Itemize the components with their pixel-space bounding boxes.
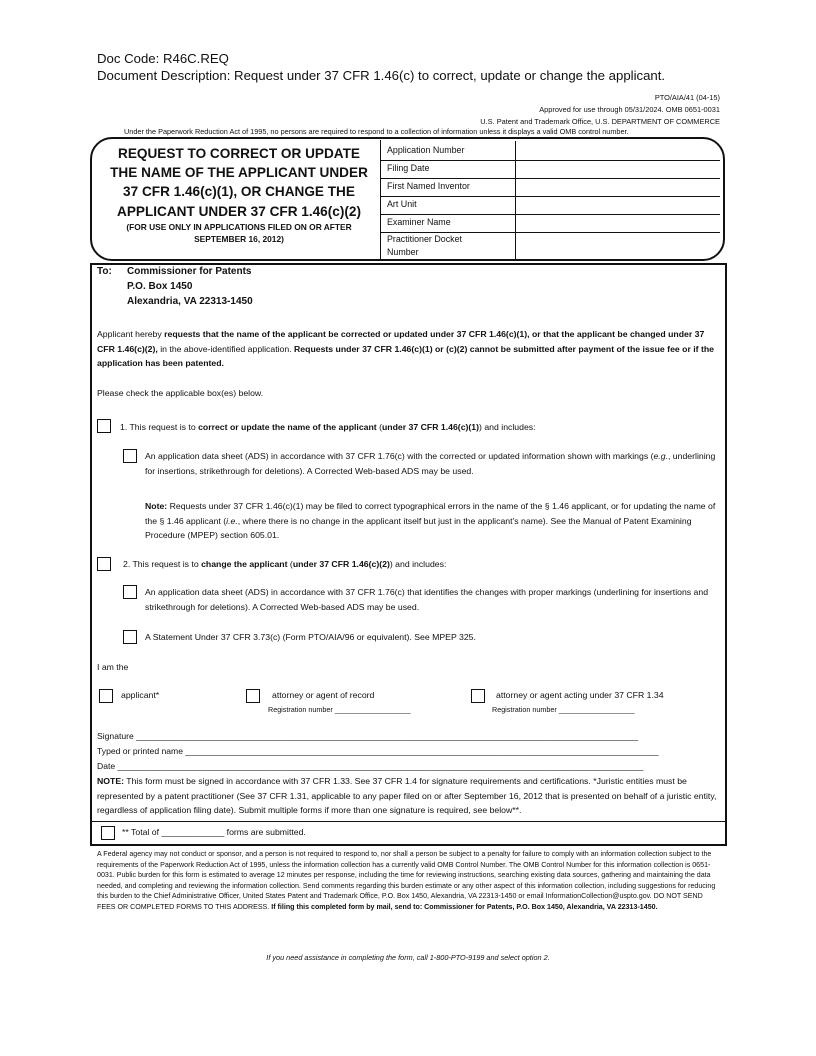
item1-bold: correct or update the name of the applicant	[198, 422, 377, 432]
form-title	[104, 144, 374, 221]
form-number: PTO/AIA/41 (04-15)	[654, 93, 720, 102]
item2-text	[123, 557, 446, 572]
item2-pre: 2. This request is to	[123, 559, 202, 569]
first-named-inventor-field[interactable]	[517, 179, 717, 195]
ads-eg: e.g.	[653, 451, 668, 461]
examiner-name-label: Examiner Name	[387, 217, 451, 227]
ads-text: An application data sheet (ADS) in accordance with 37 CFR 1.76(c) with the corrected or updated information shown with markings (	[145, 451, 654, 461]
note-text: Requests under 37 CFR 1.46(c)(1) may be filed to correct typographical errors in the name of the § 1.46 applicant, or for updating the name of the § 1.46 applicant (	[145, 501, 716, 526]
item1-bold2: under 37 CFR 1.46(c)(1)	[382, 422, 480, 432]
i-am-label: I am the	[97, 662, 129, 672]
item1-text	[120, 420, 536, 435]
note-text: This form must be signed in accordance with 37 CFR 1.33. See 37 CFR 1.4 for signature requirements and certifications. *Juristic entities must be represented by a patent practitioner (See 37 CFR 1.31, applicable to any paper filed on or after September 16, 2012 that is presented on behalf of a juristic entity, regardless of application filing date). Submit multiple forms if more than one signature is required, see below**.	[97, 776, 717, 815]
intro-bold: requests that the name of the applicant be corrected or updated under 37 CFR 1.46(c)(1), or that the applicant be changed under 37 CFR 1.46(c)(2),	[97, 329, 705, 354]
signature-note	[97, 774, 721, 818]
item1-ads-text	[145, 449, 720, 478]
filing-date-label: Filing Date	[387, 163, 430, 173]
applicant-label: applicant*	[121, 690, 160, 700]
attorney-record-checkbox[interactable]	[246, 689, 260, 703]
field-divider	[380, 140, 381, 260]
subtitle-line-2: SEPTEMBER 16, 2012)	[194, 233, 284, 244]
subtitle-line-1: (FOR USE ONLY IN APPLICATIONS FILED ON OR AFTER	[126, 222, 352, 232]
address-line-3: Alexandria, VA 22313-1450	[127, 296, 253, 307]
item2-post: ) and includes:	[389, 559, 447, 569]
art-unit-label: Art Unit	[387, 199, 417, 209]
title-line-4: APPLICANT UNDER 37 CFR 1.46(c)(2)	[117, 203, 361, 219]
agency-line: U.S. Patent and Trademark Office, U.S. DEPARTMENT OF COMMERCE	[480, 117, 720, 126]
art-unit-field[interactable]	[517, 197, 717, 213]
item2-mid: (	[287, 559, 293, 569]
application-number-field[interactable]	[517, 143, 717, 159]
item1-ads-checkbox[interactable]	[123, 449, 137, 463]
registration-number-1[interactable]: Registration number ___________________	[268, 705, 411, 714]
address-line-2: P.O. Box 1450	[127, 281, 193, 292]
item2-ads-checkbox[interactable]	[123, 585, 137, 599]
signature-line[interactable]: Signature _________________________________________________________________________________________________________	[97, 731, 639, 741]
doc-description: Document Description: Request under 37 CFR 1.46(c) to correct, update or change the applicant.	[97, 68, 666, 83]
date-line[interactable]: Date ______________________________________________________________________________________________________________	[97, 761, 644, 771]
burden-mail-address: If filing this completed form by mail, send to: Commissioner for Patents, P.O. Box 1450, Alexandria, VA 22313-1450.	[271, 902, 658, 911]
title-line-2: THE NAME OF THE APPLICANT UNDER	[110, 165, 368, 181]
item1-post: ) and includes:	[479, 422, 536, 432]
docket-label-line-2: Number	[387, 246, 419, 257]
item2-bold: change the applicant	[201, 559, 288, 569]
intro-text: in the above-identified application.	[157, 343, 295, 354]
practitioner-docket-field[interactable]	[517, 234, 712, 258]
practitioner-docket-label	[387, 233, 462, 258]
total-forms-text: ** Total of _____________ forms are submitted.	[122, 827, 306, 837]
address-line-1: Commissioner for Patents	[127, 266, 252, 277]
item2-statement-checkbox[interactable]	[123, 630, 137, 644]
item2-bold2: under 37 CFR 1.46(c)(2)	[292, 559, 390, 569]
intro-paragraph	[97, 327, 722, 371]
note-label: NOTE:	[97, 776, 125, 786]
item1-note	[145, 499, 720, 543]
check-instruction: Please check the applicable box(es) below.	[97, 388, 264, 398]
title-line-3: 37 CFR 1.46(c)(1), OR CHANGE THE	[123, 184, 355, 200]
to-label: To:	[97, 266, 112, 277]
total-separator	[90, 821, 727, 822]
item2-ads-text: An application data sheet (ADS) in accordance with 37 CFR 1.76(c) that identifies the changes with proper markings (underlining for insertions and strikethrough for deletions). A Corrected Web-based ADS may be used.	[145, 587, 709, 612]
form-subtitle	[104, 222, 374, 245]
attorney-134-checkbox[interactable]	[471, 689, 485, 703]
examiner-name-field[interactable]	[517, 215, 717, 231]
filing-date-field[interactable]	[517, 161, 717, 177]
first-named-inventor-label: First Named Inventor	[387, 181, 470, 191]
docket-label-line-1: Practitioner Docket	[387, 234, 462, 244]
total-forms-checkbox[interactable]	[101, 826, 115, 840]
burden-text: A Federal agency may not conduct or sponsor, and a person is not required to respond to, nor shall a person be subject to a penalty for failure to comply with an information collection subject to the requirements of the Paperwork Reduction Act of 1995, unless the information collection has a currently valid OMB Control Number. The OMB Control Number for this information collection is 0651-0031. Public burden for this form is estimated to average 12 minutes per response, including the time for reviewing instructions, searching existing data sources, gathering and maintaining the data needed, and completing and reviewing the information collection. Send comments regarding this burden estimate or any other aspect of this information collection, including suggestions for reducing this burden to the Chief Administrative Officer, United States Patent and Trademark Office, P.O. Box 1450, Alexandria, VA 22313-1450 or email InformationCollection@uspto.gov. DO NOT SEND FEES OR COMPLETED FORMS TO THIS ADDRESS.	[97, 850, 716, 911]
intro-bold: Requests under 37 CFR 1.46(c)(1) or (c)(2) cannot be submitted after payment of the issue fee or if the application has been patented.	[97, 343, 715, 368]
application-number-label: Application Number	[387, 145, 465, 155]
paperwork-notice: Under the Paperwork Reduction Act of 1995, no persons are required to respond to a collection of information unless it displays a valid OMB control number.	[124, 127, 629, 136]
omb-approval: Approved for use through 05/31/2024. OMB 0651-0031	[539, 105, 720, 114]
doc-code: Doc Code: R46C.REQ	[97, 51, 229, 66]
assistance-line: If you need assistance in completing the form, call 1-800-PTO-9199 and select option 2.	[266, 953, 550, 962]
burden-statement	[97, 849, 719, 912]
item1-pre: 1. This request is to	[120, 422, 199, 432]
note-label: Note:	[145, 501, 168, 511]
applicant-checkbox[interactable]	[99, 689, 113, 703]
registration-number-2[interactable]: Registration number ___________________	[492, 705, 635, 714]
note-ie: i.e.	[226, 515, 238, 526]
note-text: , where there is no change in the applicant itself but just in the applicant’s name). See the Manual of Patent Examining Procedure (MPEP) section 605.01.	[145, 515, 692, 540]
attorney-record-label: attorney or agent of record	[272, 690, 375, 700]
item2-statement-text: A Statement Under 37 CFR 3.73(c) (Form PTO/AIA/96 or equivalent). See MPEP 325.	[145, 632, 476, 642]
item2-checkbox[interactable]	[97, 557, 111, 571]
item1-checkbox[interactable]	[97, 419, 111, 433]
typed-name-line[interactable]: Typed or printed name ___________________________________________________________________________________________________	[97, 746, 659, 756]
item1-mid: (	[376, 422, 382, 432]
title-line-1: REQUEST TO CORRECT OR UPDATE	[118, 146, 360, 161]
field-value-divider	[515, 141, 516, 261]
intro-text: Applicant hereby	[97, 329, 165, 339]
ads-text: , underlining for insertions, strikethrough for deletions). A Corrected Web-based ADS may be used.	[145, 451, 716, 476]
attorney-134-label: attorney or agent acting under 37 CFR 1.34	[496, 690, 664, 700]
